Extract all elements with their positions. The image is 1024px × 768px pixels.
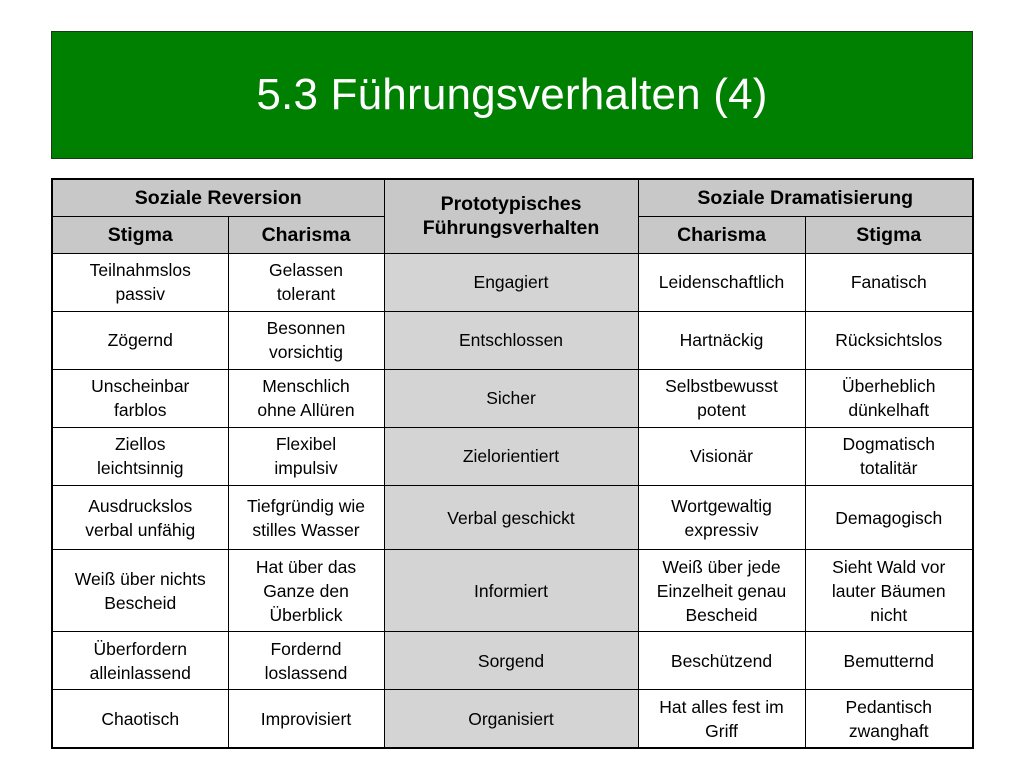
- cell-text-line: Informiert: [474, 580, 548, 601]
- cell-text-line: zwanghaft: [848, 720, 929, 741]
- cell-text-line: nicht: [870, 604, 908, 625]
- cell-rev-stigma: [52, 632, 228, 690]
- cell-text-line: Ausdruckslos: [88, 495, 193, 516]
- cell-text-line: Ziellos: [114, 434, 166, 455]
- cell-text-line: Sieht Wald vor: [832, 556, 946, 577]
- cell-text-line: Besonnen: [266, 318, 346, 339]
- cell-rev-stigma: [52, 690, 228, 748]
- cell-text-line: Demagogisch: [835, 507, 943, 528]
- cell-prototypisch: [384, 690, 638, 748]
- cell-text-line: Überblick: [269, 604, 343, 625]
- cell-text-line: Weiß über nichts: [74, 568, 206, 589]
- cell-text-line: Selbstbewusst: [665, 376, 778, 397]
- table-row: [52, 369, 973, 427]
- cell-prototypisch: [384, 550, 638, 632]
- cell-dram-charisma: [638, 369, 805, 427]
- leadership-table: [51, 178, 974, 749]
- cell-prototypisch: [384, 427, 638, 485]
- cell-text-line: Organisiert: [468, 708, 554, 729]
- cell-text-line: Weiß über jede: [662, 556, 781, 577]
- header-soziale-dramatisierung: Soziale Dramatisierung: [638, 179, 973, 216]
- cell-text-line: Sorgend: [477, 650, 545, 671]
- cell-dram-stigma: [805, 632, 973, 690]
- cell-rev-charisma: [228, 690, 384, 748]
- table-row: [52, 632, 973, 690]
- cell-text-line: Zielorientiert: [462, 446, 560, 467]
- cell-prototypisch: [384, 369, 638, 427]
- cell-text-line: vorsichtig: [269, 342, 343, 363]
- cell-rev-stigma: [52, 369, 228, 427]
- table-row: [52, 690, 973, 748]
- cell-dram-charisma: [638, 632, 805, 690]
- cell-dram-stigma: [805, 253, 973, 311]
- cell-prototypisch: [384, 253, 638, 311]
- cell-dram-stigma: [805, 690, 973, 748]
- header-middle-line2: Führungsverhalten: [422, 217, 600, 240]
- cell-dram-charisma: [638, 550, 805, 632]
- cell-text-line: Tiefgründig wie: [246, 495, 366, 516]
- cell-text-line: impulsiv: [274, 458, 338, 479]
- cell-text-line: Wortgewaltig: [671, 495, 772, 516]
- cell-rev-charisma: [228, 485, 384, 549]
- header-middle-line1: Prototypisches: [440, 193, 582, 216]
- cell-dram-charisma: [638, 427, 805, 485]
- cell-rev-stigma: [52, 485, 228, 549]
- cell-text-line: Chaotisch: [101, 708, 180, 729]
- cell-text-line: farblos: [113, 400, 167, 421]
- cell-text-line: totalitär: [860, 458, 918, 479]
- cell-text-line: Überfordern: [93, 638, 187, 659]
- cell-rev-charisma: [228, 550, 384, 632]
- table-row: [52, 427, 973, 485]
- cell-text-line: Engagiert: [473, 272, 549, 293]
- cell-rev-charisma: [228, 632, 384, 690]
- cell-text-line: Menschlich: [262, 376, 350, 397]
- cell-text-line: Gelassen: [269, 260, 343, 281]
- subheader-rev-charisma: Charisma: [228, 216, 384, 253]
- cell-text-line: Beschützend: [670, 650, 773, 671]
- cell-text-line: Bescheid: [685, 604, 758, 625]
- title-banner: [51, 31, 973, 159]
- cell-dram-charisma: [638, 253, 805, 311]
- cell-text-line: expressiv: [684, 519, 759, 540]
- cell-dram-stigma: [805, 311, 973, 369]
- cell-text-line: loslassend: [264, 662, 348, 683]
- cell-text-line: Bemutternd: [843, 650, 934, 671]
- cell-text-line: Verbal geschickt: [447, 507, 575, 528]
- cell-text-line: Leidenschaftlich: [658, 272, 785, 293]
- cell-text-line: Hat über das: [255, 556, 357, 577]
- cell-text-line: Entschlossen: [458, 330, 564, 351]
- cell-text-line: passiv: [115, 284, 166, 305]
- cell-dram-charisma: [638, 485, 805, 549]
- cell-dram-stigma: [805, 550, 973, 632]
- cell-text-line: potent: [697, 400, 746, 421]
- table-row: [52, 253, 973, 311]
- cell-dram-stigma: [805, 485, 973, 549]
- cell-text-line: Pedantisch: [845, 696, 933, 717]
- table-row: [52, 485, 973, 549]
- subheader-dram-charisma: Charisma: [638, 216, 805, 253]
- subheader-rev-stigma: Stigma: [52, 216, 228, 253]
- cell-prototypisch: [384, 485, 638, 549]
- cell-dram-stigma: [805, 369, 973, 427]
- cell-text-line: Griff: [705, 720, 738, 741]
- cell-text-line: Ganze den: [263, 580, 349, 601]
- cell-text-line: ohne Allüren: [257, 400, 355, 421]
- cell-dram-charisma: [638, 311, 805, 369]
- subheader-dram-stigma: Stigma: [805, 216, 973, 253]
- cell-text-line: Visionär: [690, 446, 753, 467]
- cell-text-line: Rücksichtslos: [835, 330, 943, 351]
- cell-text-line: lauter Bäumen: [831, 580, 946, 601]
- slide-title: 5.3 Führungsverhalten (4): [256, 70, 768, 119]
- cell-rev-stigma: [52, 427, 228, 485]
- cell-text-line: Unscheinbar: [91, 376, 190, 397]
- cell-rev-charisma: [228, 253, 384, 311]
- cell-rev-charisma: [228, 369, 384, 427]
- cell-text-line: Zögernd: [107, 330, 173, 351]
- cell-text-line: tolerant: [276, 284, 336, 305]
- cell-text-line: alleinlassend: [89, 662, 191, 683]
- cell-dram-stigma: [805, 427, 973, 485]
- cell-rev-stigma: [52, 311, 228, 369]
- cell-text-line: Einzelheit genau: [656, 580, 787, 601]
- table-row: [52, 311, 973, 369]
- cell-text-line: Dogmatisch: [842, 434, 935, 455]
- cell-text-line: stilles Wasser: [252, 519, 360, 540]
- cell-rev-charisma: [228, 427, 384, 485]
- table-row: [52, 550, 973, 632]
- cell-rev-stigma: [52, 253, 228, 311]
- cell-text-line: Hartnäckig: [679, 330, 764, 351]
- header-prototypisches-fuehrungsverhalten: [384, 179, 638, 253]
- cell-text-line: dünkelhaft: [848, 400, 930, 421]
- cell-text-line: Sicher: [486, 388, 536, 409]
- cell-text-line: verbal unfähig: [85, 519, 196, 540]
- cell-text-line: Fanatisch: [850, 272, 927, 293]
- cell-rev-charisma: [228, 311, 384, 369]
- cell-text-line: Hat alles fest im: [659, 696, 784, 717]
- cell-prototypisch: [384, 311, 638, 369]
- cell-text-line: Fordernd: [270, 638, 342, 659]
- header-soziale-reversion: Soziale Reversion: [52, 179, 384, 216]
- cell-rev-stigma: [52, 550, 228, 632]
- cell-text-line: Teilnahmslos: [89, 260, 191, 281]
- cell-text-line: leichtsinnig: [96, 458, 184, 479]
- cell-text-line: Bescheid: [104, 592, 177, 613]
- cell-prototypisch: [384, 632, 638, 690]
- cell-text-line: Flexibel: [275, 434, 337, 455]
- cell-text-line: Improvisiert: [260, 708, 352, 729]
- cell-text-line: Überheblich: [842, 376, 936, 397]
- cell-dram-charisma: [638, 690, 805, 748]
